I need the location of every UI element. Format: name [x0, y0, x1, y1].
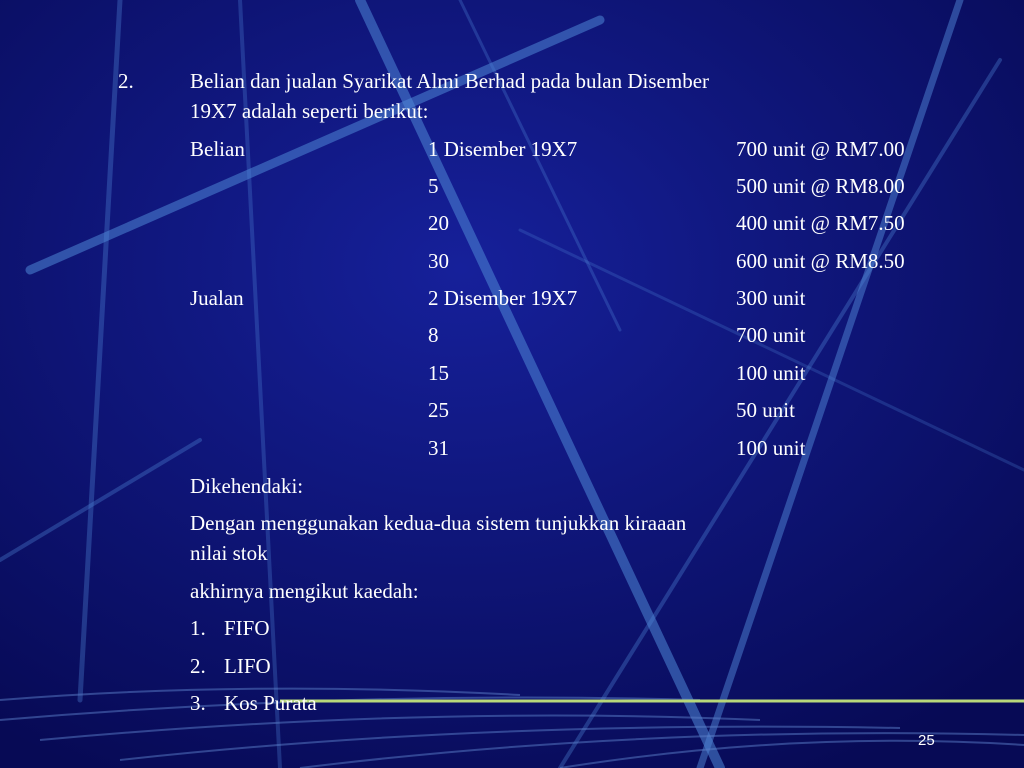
purchase-quantity: 500 unit @ RM8.00	[736, 174, 905, 198]
sale-quantity: 100 unit	[736, 436, 806, 460]
sale-date: 31	[428, 436, 449, 460]
sales-label: Jualan	[190, 286, 244, 310]
purchase-date: 1 Disember 19X7	[428, 137, 578, 161]
sale-quantity: 100 unit	[736, 361, 806, 385]
sale-date: 8	[428, 323, 439, 347]
required-heading: Dikehendaki:	[190, 474, 304, 498]
required-line-1: Dengan menggunakan kedua-dua sistem tunjukkan kiraaan	[190, 511, 687, 535]
purchase-date: 30	[428, 249, 449, 273]
purchase-quantity: 400 unit @ RM7.50	[736, 211, 905, 235]
method-label: Kos Purata	[224, 691, 317, 715]
method-number: 3.	[190, 691, 206, 715]
purchase-quantity: 700 unit @ RM7.00	[736, 137, 905, 161]
slide-number: 25	[918, 732, 935, 749]
method-number: 1.	[190, 616, 206, 640]
question-line-2: 19X7 adalah seperti berikut:	[190, 99, 429, 123]
purchase-date: 20	[428, 211, 449, 235]
sale-quantity: 50 unit	[736, 398, 795, 422]
purchase-quantity: 600 unit @ RM8.50	[736, 249, 905, 273]
method-label: LIFO	[224, 654, 271, 678]
sale-date: 2 Disember 19X7	[428, 286, 578, 310]
sale-quantity: 700 unit	[736, 323, 806, 347]
sale-date: 25	[428, 398, 449, 422]
purchases-label: Belian	[190, 137, 245, 161]
sale-date: 15	[428, 361, 449, 385]
purchase-date: 5	[428, 174, 439, 198]
required-line-3: akhirnya mengikut kaedah:	[190, 579, 419, 603]
method-number: 2.	[190, 654, 206, 678]
question-number: 2.	[118, 69, 134, 93]
required-line-2: nilai stok	[190, 541, 268, 565]
method-label: FIFO	[224, 616, 270, 640]
sale-quantity: 300 unit	[736, 286, 806, 310]
question-line-1: Belian dan jualan Syarikat Almi Berhad pada bulan Disember	[190, 69, 710, 93]
